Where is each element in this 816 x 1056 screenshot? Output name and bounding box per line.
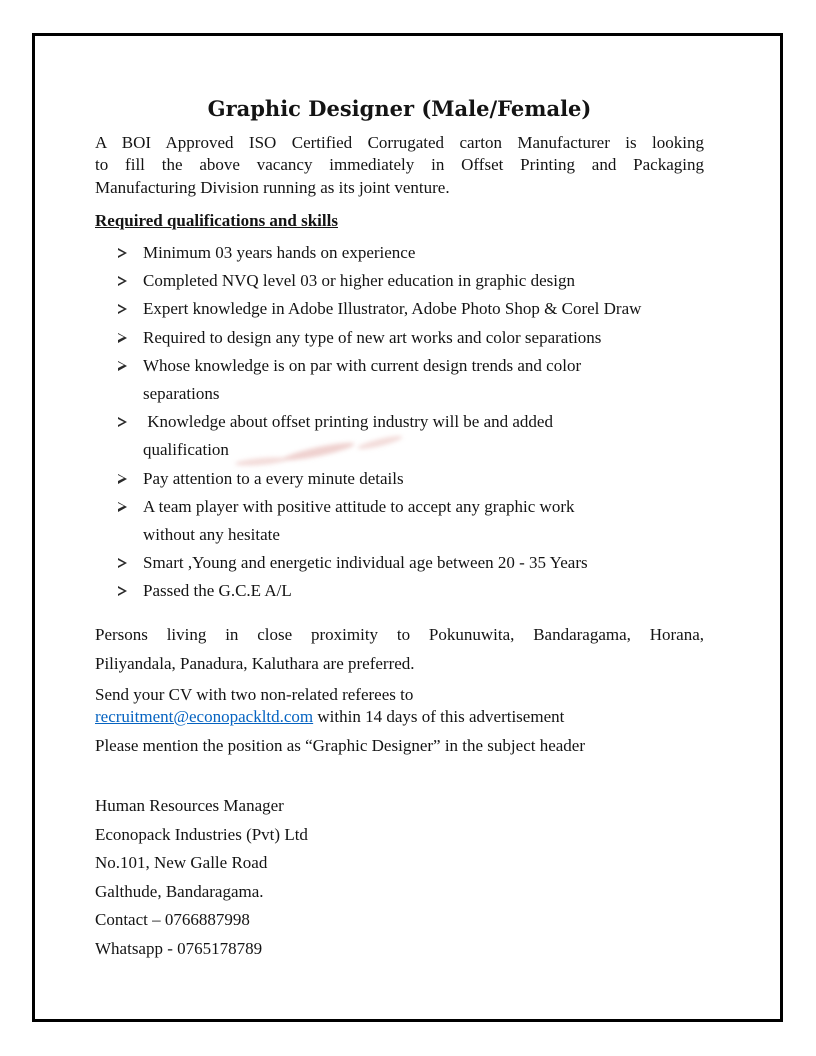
arrowhead-bullet-icon bbox=[118, 417, 127, 427]
arrowhead-bullet-icon bbox=[118, 558, 127, 568]
qualification-item bbox=[95, 465, 704, 493]
signature-line: Contact – 0766887998 bbox=[95, 910, 250, 930]
qualification-item bbox=[95, 352, 704, 408]
arrowhead-bullet-icon bbox=[118, 502, 127, 512]
qualification-text: Smart ,Young and energetic individual age between 20 - 35 Years bbox=[143, 553, 588, 573]
qualification-item bbox=[95, 267, 704, 295]
qualification-text: Minimum 03 years hands on experience bbox=[143, 243, 416, 262]
arrowhead-bullet-icon bbox=[118, 333, 127, 343]
qualification-text: Completed NVQ level 03 or higher education in graphic design bbox=[143, 271, 575, 291]
qualifications-list bbox=[95, 239, 704, 606]
signature-block bbox=[95, 792, 704, 964]
qualification-item bbox=[95, 577, 704, 605]
arrowhead-bullet-icon bbox=[118, 474, 127, 484]
intro-line: Manufacturing Division running as its joint venture. bbox=[95, 177, 450, 197]
qualifications-heading: Required qualifications and skills bbox=[95, 211, 338, 230]
signature-line: No.101, New Galle Road bbox=[95, 853, 268, 873]
email-link[interactable]: recruitment@econopackltd.com bbox=[95, 706, 314, 726]
arrowhead-bullet-icon bbox=[118, 248, 127, 258]
qualification-item bbox=[95, 324, 704, 352]
qualification-text: Knowledge about offset printing industry will be and added qualification bbox=[143, 412, 553, 460]
arrowhead-bullet-icon bbox=[118, 276, 127, 286]
qualification-text: Required to design any type of new art works and color separations bbox=[143, 327, 602, 347]
arrowhead-bullet-icon bbox=[118, 586, 127, 596]
qualification-item bbox=[95, 295, 704, 323]
intro-line: A BOI Approved ISO Certified Corrugated carton Manufacturer is looking bbox=[95, 133, 704, 152]
application-line1: Send your CV with two non-related referees to bbox=[95, 685, 414, 704]
qualification-item bbox=[95, 549, 704, 577]
intro-line: to fill the above vacancy immediately in Offset Printing and Packaging bbox=[95, 155, 704, 175]
qualification-text: A team player with positive attitude to accept any graphic work without any hesitate bbox=[143, 496, 575, 545]
page-title: Graphic Designer (Male/Female) bbox=[207, 96, 592, 121]
arrowhead-bullet-icon bbox=[118, 304, 127, 314]
subject-note: Please mention the position as “Graphic Designer” in the subject header bbox=[95, 736, 586, 755]
application-line2-rest: within 14 days of this advertisement bbox=[313, 706, 565, 726]
signature-line: Whatsapp - 0765178789 bbox=[95, 938, 263, 958]
qualification-text: Passed the G.C.E A/L bbox=[143, 581, 292, 601]
qualification-item bbox=[95, 493, 704, 549]
signature-line: Econopack Industries (Pvt) Ltd bbox=[95, 824, 308, 844]
application-paragraph bbox=[95, 684, 704, 727]
qualification-text: Whose knowledge is on par with current design trends and color separations bbox=[143, 355, 582, 404]
intro-paragraph bbox=[95, 132, 704, 199]
arrowhead-bullet-icon bbox=[118, 361, 127, 371]
location-note-paragraph bbox=[95, 621, 704, 678]
qualification-text: Expert knowledge in Adobe Illustrator, Adobe Photo Shop & Corel Draw bbox=[143, 299, 642, 319]
signature-line: Galthude, Bandaragama. bbox=[95, 881, 264, 901]
qualification-item bbox=[95, 239, 704, 267]
location-note-line: Piliyandala, Panadura, Kaluthara are preferred. bbox=[95, 653, 415, 673]
location-note-line: Persons living in close proximity to Pokunuwita, Bandaragama, Horana, bbox=[95, 625, 704, 644]
qualification-text: Pay attention to a every minute details bbox=[143, 468, 404, 488]
qualification-item bbox=[95, 408, 704, 464]
signature-line: Human Resources Manager bbox=[95, 796, 284, 815]
